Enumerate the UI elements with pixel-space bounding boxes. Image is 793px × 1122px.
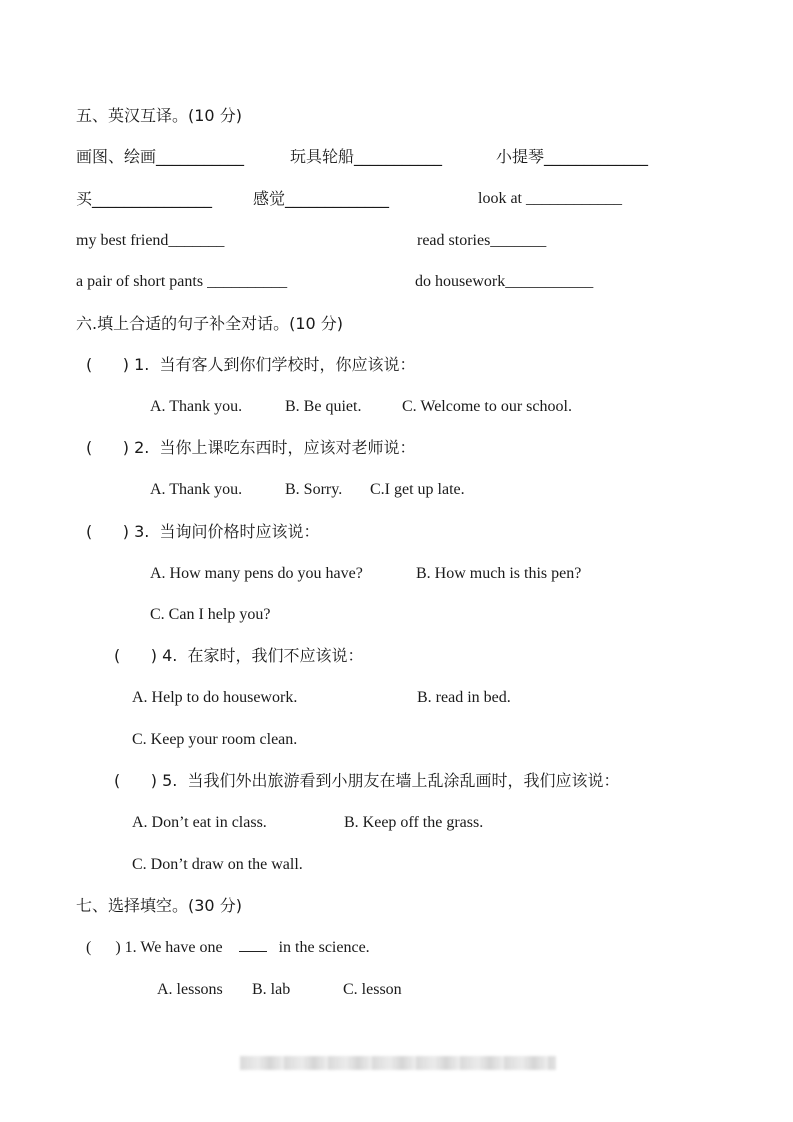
section-6-title: 六.填上合适的句子补全对话。(10 分)	[76, 314, 344, 333]
question-stem: ( ) 1. 当有客人到你们学校时，你应该说：	[86, 355, 416, 374]
option-a: A. Thank you.	[150, 398, 243, 415]
option-a: A. How many pens do you have?	[150, 565, 363, 582]
question-stem: ( ) 2. 当你上课吃东西时，应该对老师说：	[86, 438, 416, 457]
translate-item-housework: do housework___________	[415, 273, 594, 290]
option-b: B. How much is this pen?	[416, 565, 582, 582]
option-a: A. Don’t eat in class.	[132, 814, 267, 831]
question-stem	[86, 937, 370, 958]
question-stem: ( ) 3. 当询问价格时应该说：	[86, 522, 320, 541]
option-c: C. Can I help you?	[150, 606, 271, 623]
question-stem: ( ) 4. 在家时，我们不应该说：	[114, 646, 364, 665]
option-c: C. Don’t draw on the wall.	[132, 856, 303, 873]
translate-item-draw: 画图、绘画___________	[76, 147, 245, 166]
translate-item-read-stories: read stories_______	[417, 232, 547, 249]
option-b: B. Sorry.	[285, 481, 343, 498]
stem-before: ( ) 1. We have one	[86, 939, 227, 956]
option-b: B. Keep off the grass.	[344, 814, 484, 831]
question-stem: ( ) 5. 当我们外出旅游看到小朋友在墙上乱涂乱画时，我们应该说：	[114, 771, 620, 790]
option-a: A. Thank you.	[150, 481, 243, 498]
section-5-title: 五、英汉互译。(10 分)	[76, 106, 242, 125]
option-c: C.I get up late.	[370, 481, 465, 498]
translate-item-violin: 小提琴_____________	[496, 147, 649, 166]
option-a: A. Help to do housework.	[132, 689, 298, 706]
answer-blank	[239, 937, 267, 952]
translate-item-look-at: look at ____________	[478, 190, 622, 207]
blurred-footer-watermark	[240, 1056, 556, 1070]
option-b: B. lab	[252, 981, 291, 998]
translate-item-feel: 感觉_____________	[253, 189, 390, 208]
translate-item-short-pants: a pair of short pants __________	[76, 273, 288, 290]
translate-item-buy: 买_______________	[76, 189, 213, 208]
translate-item-toy-ship: 玩具轮船___________	[290, 147, 443, 166]
option-a: A. lessons	[157, 981, 223, 998]
option-c: C. lesson	[343, 981, 402, 998]
translate-item-best-friend: my best friend_______	[76, 232, 225, 249]
section-7-title: 七、选择填空。(30 分)	[76, 896, 242, 915]
option-c: C. Welcome to our school.	[402, 398, 572, 415]
option-b: B. read in bed.	[417, 689, 511, 706]
option-b: B. Be quiet.	[285, 398, 362, 415]
option-c: C. Keep your room clean.	[132, 731, 298, 748]
stem-after: in the science.	[274, 939, 370, 956]
